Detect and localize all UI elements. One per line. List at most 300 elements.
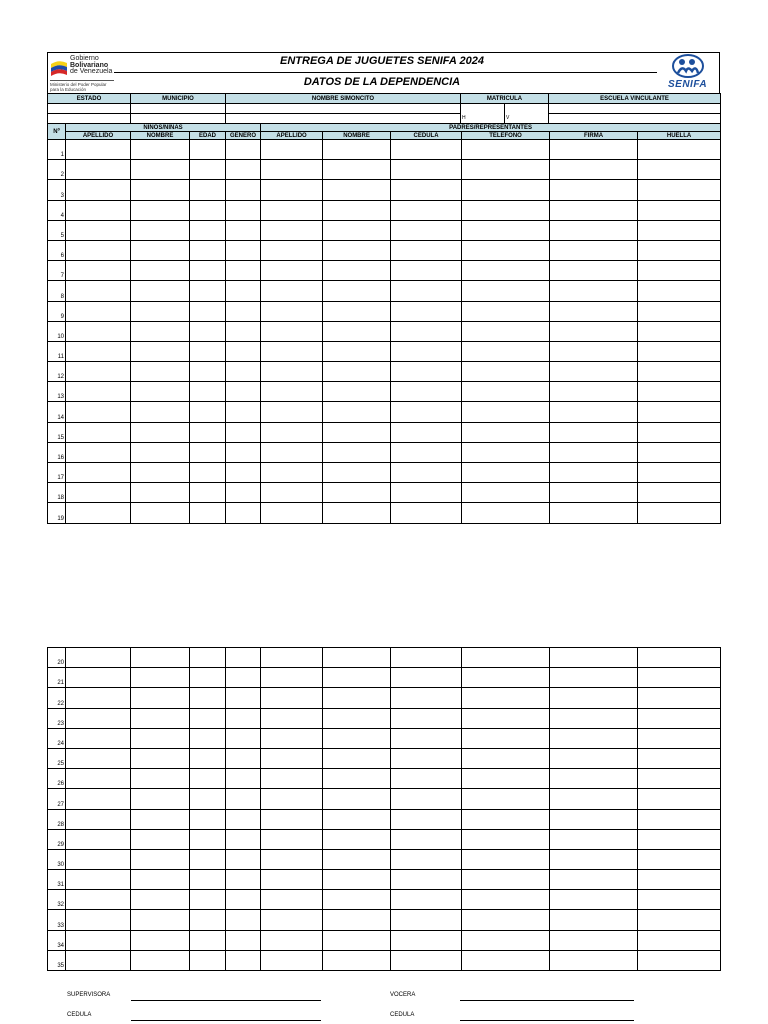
firma-cell[interactable] bbox=[550, 668, 638, 688]
telefono-cell[interactable] bbox=[462, 910, 550, 930]
telefono-cell[interactable] bbox=[462, 442, 550, 462]
edad-cell[interactable] bbox=[190, 688, 226, 708]
firma-cell[interactable] bbox=[550, 748, 638, 768]
edad-cell[interactable] bbox=[190, 728, 226, 748]
apellido-nino-cell[interactable] bbox=[66, 950, 131, 970]
cedula-cell[interactable] bbox=[391, 769, 462, 789]
huella-cell[interactable] bbox=[638, 648, 721, 668]
telefono-cell[interactable] bbox=[462, 362, 550, 382]
firma-cell[interactable] bbox=[550, 362, 638, 382]
nombre-padre-cell[interactable] bbox=[323, 362, 391, 382]
nombre-nino-cell[interactable] bbox=[131, 809, 190, 829]
genero-cell[interactable] bbox=[226, 321, 261, 341]
genero-cell[interactable] bbox=[226, 442, 261, 462]
huella-cell[interactable] bbox=[638, 281, 721, 301]
apellido-padre-cell[interactable] bbox=[261, 180, 323, 200]
nombre-nino-cell[interactable] bbox=[131, 442, 190, 462]
telefono-cell[interactable] bbox=[462, 200, 550, 220]
genero-cell[interactable] bbox=[226, 180, 261, 200]
apellido-nino-cell[interactable] bbox=[66, 220, 131, 240]
genero-cell[interactable] bbox=[226, 910, 261, 930]
apellido-nino-cell[interactable] bbox=[66, 281, 131, 301]
cedula-cell[interactable] bbox=[391, 648, 462, 668]
genero-cell[interactable] bbox=[226, 483, 261, 503]
firma-cell[interactable] bbox=[550, 442, 638, 462]
apellido-padre-cell[interactable] bbox=[261, 321, 323, 341]
cedula-cell[interactable] bbox=[391, 301, 462, 321]
nombre-nino-cell[interactable] bbox=[131, 829, 190, 849]
telefono-cell[interactable] bbox=[462, 382, 550, 402]
cedula-cell[interactable] bbox=[391, 422, 462, 442]
municipio-field-2[interactable] bbox=[131, 114, 226, 124]
cedula-cell[interactable] bbox=[391, 463, 462, 483]
telefono-cell[interactable] bbox=[462, 301, 550, 321]
cedula-cell[interactable] bbox=[391, 362, 462, 382]
nombre-padre-cell[interactable] bbox=[323, 261, 391, 281]
firma-cell[interactable] bbox=[550, 829, 638, 849]
apellido-nino-cell[interactable] bbox=[66, 200, 131, 220]
nombre-padre-cell[interactable] bbox=[323, 180, 391, 200]
nombre-nino-cell[interactable] bbox=[131, 688, 190, 708]
huella-cell[interactable] bbox=[638, 950, 721, 970]
huella-cell[interactable] bbox=[638, 160, 721, 180]
apellido-nino-cell[interactable] bbox=[66, 688, 131, 708]
huella-cell[interactable] bbox=[638, 220, 721, 240]
edad-cell[interactable] bbox=[190, 362, 226, 382]
escuela-vinculante-field[interactable] bbox=[549, 104, 721, 114]
apellido-padre-cell[interactable] bbox=[261, 463, 323, 483]
apellido-padre-cell[interactable] bbox=[261, 503, 323, 523]
nombre-padre-cell[interactable] bbox=[323, 648, 391, 668]
firma-cell[interactable] bbox=[550, 463, 638, 483]
nombre-padre-cell[interactable] bbox=[323, 910, 391, 930]
firma-cell[interactable] bbox=[550, 789, 638, 809]
cedula-cell[interactable] bbox=[391, 930, 462, 950]
nombre-nino-cell[interactable] bbox=[131, 930, 190, 950]
edad-cell[interactable] bbox=[190, 382, 226, 402]
cedula-cell[interactable] bbox=[391, 200, 462, 220]
telefono-cell[interactable] bbox=[462, 849, 550, 869]
cedula-cell[interactable] bbox=[391, 748, 462, 768]
nombre-nino-cell[interactable] bbox=[131, 870, 190, 890]
firma-cell[interactable] bbox=[550, 341, 638, 361]
cedula-cell[interactable] bbox=[391, 890, 462, 910]
apellido-nino-cell[interactable] bbox=[66, 849, 131, 869]
edad-cell[interactable] bbox=[190, 748, 226, 768]
nombre-padre-cell[interactable] bbox=[323, 930, 391, 950]
telefono-cell[interactable] bbox=[462, 503, 550, 523]
edad-cell[interactable] bbox=[190, 809, 226, 829]
huella-cell[interactable] bbox=[638, 341, 721, 361]
edad-cell[interactable] bbox=[190, 870, 226, 890]
apellido-padre-cell[interactable] bbox=[261, 748, 323, 768]
huella-cell[interactable] bbox=[638, 930, 721, 950]
apellido-nino-cell[interactable] bbox=[66, 668, 131, 688]
cedula-cell[interactable] bbox=[391, 503, 462, 523]
firma-cell[interactable] bbox=[550, 910, 638, 930]
apellido-padre-cell[interactable] bbox=[261, 402, 323, 422]
telefono-cell[interactable] bbox=[462, 829, 550, 849]
cedula-cell[interactable] bbox=[391, 870, 462, 890]
nombre-padre-cell[interactable] bbox=[323, 829, 391, 849]
telefono-cell[interactable] bbox=[462, 321, 550, 341]
cedula-cell[interactable] bbox=[391, 240, 462, 260]
apellido-padre-cell[interactable] bbox=[261, 809, 323, 829]
nombre-padre-cell[interactable] bbox=[323, 789, 391, 809]
apellido-padre-cell[interactable] bbox=[261, 160, 323, 180]
nombre-padre-cell[interactable] bbox=[323, 200, 391, 220]
cedula-cell[interactable] bbox=[391, 341, 462, 361]
cedula-cell[interactable] bbox=[391, 688, 462, 708]
edad-cell[interactable] bbox=[190, 442, 226, 462]
genero-cell[interactable] bbox=[226, 220, 261, 240]
genero-cell[interactable] bbox=[226, 870, 261, 890]
apellido-padre-cell[interactable] bbox=[261, 870, 323, 890]
cedula-cell[interactable] bbox=[391, 668, 462, 688]
huella-cell[interactable] bbox=[638, 748, 721, 768]
apellido-padre-cell[interactable] bbox=[261, 890, 323, 910]
firma-cell[interactable] bbox=[550, 648, 638, 668]
genero-cell[interactable] bbox=[226, 688, 261, 708]
nombre-padre-cell[interactable] bbox=[323, 890, 391, 910]
huella-cell[interactable] bbox=[638, 200, 721, 220]
nombre-nino-cell[interactable] bbox=[131, 728, 190, 748]
huella-cell[interactable] bbox=[638, 321, 721, 341]
huella-cell[interactable] bbox=[638, 688, 721, 708]
apellido-nino-cell[interactable] bbox=[66, 160, 131, 180]
apellido-nino-cell[interactable] bbox=[66, 748, 131, 768]
telefono-cell[interactable] bbox=[462, 930, 550, 950]
firma-cell[interactable] bbox=[550, 769, 638, 789]
cedula-left-line[interactable] bbox=[131, 1020, 321, 1021]
genero-cell[interactable] bbox=[226, 748, 261, 768]
nombre-nino-cell[interactable] bbox=[131, 240, 190, 260]
edad-cell[interactable] bbox=[190, 668, 226, 688]
huella-cell[interactable] bbox=[638, 728, 721, 748]
apellido-nino-cell[interactable] bbox=[66, 870, 131, 890]
edad-cell[interactable] bbox=[190, 789, 226, 809]
nombre-padre-cell[interactable] bbox=[323, 503, 391, 523]
nombre-nino-cell[interactable] bbox=[131, 160, 190, 180]
cedula-cell[interactable] bbox=[391, 910, 462, 930]
telefono-cell[interactable] bbox=[462, 708, 550, 728]
genero-cell[interactable] bbox=[226, 728, 261, 748]
apellido-padre-cell[interactable] bbox=[261, 930, 323, 950]
apellido-nino-cell[interactable] bbox=[66, 362, 131, 382]
edad-cell[interactable] bbox=[190, 849, 226, 869]
municipio-field[interactable] bbox=[131, 104, 226, 114]
apellido-nino-cell[interactable] bbox=[66, 402, 131, 422]
apellido-nino-cell[interactable] bbox=[66, 483, 131, 503]
apellido-padre-cell[interactable] bbox=[261, 483, 323, 503]
edad-cell[interactable] bbox=[190, 220, 226, 240]
huella-cell[interactable] bbox=[638, 483, 721, 503]
apellido-padre-cell[interactable] bbox=[261, 910, 323, 930]
huella-cell[interactable] bbox=[638, 809, 721, 829]
cedula-cell[interactable] bbox=[391, 281, 462, 301]
firma-cell[interactable] bbox=[550, 240, 638, 260]
nombre-nino-cell[interactable] bbox=[131, 668, 190, 688]
genero-cell[interactable] bbox=[226, 503, 261, 523]
huella-cell[interactable] bbox=[638, 829, 721, 849]
firma-cell[interactable] bbox=[550, 890, 638, 910]
firma-cell[interactable] bbox=[550, 140, 638, 160]
telefono-cell[interactable] bbox=[462, 688, 550, 708]
matricula-v-field[interactable]: V bbox=[505, 114, 549, 124]
nombre-padre-cell[interactable] bbox=[323, 870, 391, 890]
apellido-padre-cell[interactable] bbox=[261, 341, 323, 361]
nombre-padre-cell[interactable] bbox=[323, 301, 391, 321]
huella-cell[interactable] bbox=[638, 849, 721, 869]
nombre-padre-cell[interactable] bbox=[323, 849, 391, 869]
nombre-nino-cell[interactable] bbox=[131, 301, 190, 321]
genero-cell[interactable] bbox=[226, 200, 261, 220]
huella-cell[interactable] bbox=[638, 261, 721, 281]
estado-field[interactable] bbox=[48, 104, 131, 114]
genero-cell[interactable] bbox=[226, 648, 261, 668]
edad-cell[interactable] bbox=[190, 200, 226, 220]
nombre-padre-cell[interactable] bbox=[323, 321, 391, 341]
nombre-padre-cell[interactable] bbox=[323, 728, 391, 748]
cedula-cell[interactable] bbox=[391, 950, 462, 970]
edad-cell[interactable] bbox=[190, 769, 226, 789]
firma-cell[interactable] bbox=[550, 728, 638, 748]
nombre-padre-cell[interactable] bbox=[323, 950, 391, 970]
edad-cell[interactable] bbox=[190, 140, 226, 160]
nombre-padre-cell[interactable] bbox=[323, 240, 391, 260]
edad-cell[interactable] bbox=[190, 930, 226, 950]
edad-cell[interactable] bbox=[190, 829, 226, 849]
telefono-cell[interactable] bbox=[462, 402, 550, 422]
telefono-cell[interactable] bbox=[462, 160, 550, 180]
nombre-nino-cell[interactable] bbox=[131, 648, 190, 668]
telefono-cell[interactable] bbox=[462, 648, 550, 668]
nombre-nino-cell[interactable] bbox=[131, 402, 190, 422]
firma-cell[interactable] bbox=[550, 402, 638, 422]
nombre-padre-cell[interactable] bbox=[323, 220, 391, 240]
cedula-cell[interactable] bbox=[391, 708, 462, 728]
nombre-nino-cell[interactable] bbox=[131, 382, 190, 402]
apellido-nino-cell[interactable] bbox=[66, 789, 131, 809]
genero-cell[interactable] bbox=[226, 668, 261, 688]
nombre-nino-cell[interactable] bbox=[131, 180, 190, 200]
nombre-nino-cell[interactable] bbox=[131, 483, 190, 503]
nombre-nino-cell[interactable] bbox=[131, 261, 190, 281]
firma-cell[interactable] bbox=[550, 301, 638, 321]
edad-cell[interactable] bbox=[190, 301, 226, 321]
nombre-padre-cell[interactable] bbox=[323, 688, 391, 708]
huella-cell[interactable] bbox=[638, 503, 721, 523]
genero-cell[interactable] bbox=[226, 769, 261, 789]
nombre-nino-cell[interactable] bbox=[131, 341, 190, 361]
apellido-nino-cell[interactable] bbox=[66, 890, 131, 910]
firma-cell[interactable] bbox=[550, 321, 638, 341]
genero-cell[interactable] bbox=[226, 708, 261, 728]
edad-cell[interactable] bbox=[190, 341, 226, 361]
cedula-cell[interactable] bbox=[391, 402, 462, 422]
nombre-nino-cell[interactable] bbox=[131, 708, 190, 728]
edad-cell[interactable] bbox=[190, 402, 226, 422]
apellido-padre-cell[interactable] bbox=[261, 950, 323, 970]
apellido-nino-cell[interactable] bbox=[66, 930, 131, 950]
apellido-padre-cell[interactable] bbox=[261, 220, 323, 240]
apellido-nino-cell[interactable] bbox=[66, 422, 131, 442]
cedula-cell[interactable] bbox=[391, 483, 462, 503]
firma-cell[interactable] bbox=[550, 200, 638, 220]
genero-cell[interactable] bbox=[226, 789, 261, 809]
telefono-cell[interactable] bbox=[462, 220, 550, 240]
edad-cell[interactable] bbox=[190, 648, 226, 668]
apellido-nino-cell[interactable] bbox=[66, 708, 131, 728]
genero-cell[interactable] bbox=[226, 362, 261, 382]
firma-cell[interactable] bbox=[550, 688, 638, 708]
nombre-nino-cell[interactable] bbox=[131, 281, 190, 301]
nombre-nino-cell[interactable] bbox=[131, 769, 190, 789]
apellido-nino-cell[interactable] bbox=[66, 301, 131, 321]
nombre-nino-cell[interactable] bbox=[131, 200, 190, 220]
escuela-vinculante-field-2[interactable] bbox=[549, 114, 721, 124]
edad-cell[interactable] bbox=[190, 422, 226, 442]
genero-cell[interactable] bbox=[226, 382, 261, 402]
nombre-nino-cell[interactable] bbox=[131, 321, 190, 341]
nombre-nino-cell[interactable] bbox=[131, 849, 190, 869]
huella-cell[interactable] bbox=[638, 789, 721, 809]
firma-cell[interactable] bbox=[550, 809, 638, 829]
firma-cell[interactable] bbox=[550, 930, 638, 950]
genero-cell[interactable] bbox=[226, 422, 261, 442]
cedula-cell[interactable] bbox=[391, 809, 462, 829]
huella-cell[interactable] bbox=[638, 708, 721, 728]
nombre-nino-cell[interactable] bbox=[131, 140, 190, 160]
firma-cell[interactable] bbox=[550, 220, 638, 240]
edad-cell[interactable] bbox=[190, 950, 226, 970]
firma-cell[interactable] bbox=[550, 180, 638, 200]
cedula-cell[interactable] bbox=[391, 789, 462, 809]
telefono-cell[interactable] bbox=[462, 769, 550, 789]
apellido-nino-cell[interactable] bbox=[66, 240, 131, 260]
apellido-padre-cell[interactable] bbox=[261, 240, 323, 260]
nombre-padre-cell[interactable] bbox=[323, 483, 391, 503]
firma-cell[interactable] bbox=[550, 849, 638, 869]
apellido-padre-cell[interactable] bbox=[261, 668, 323, 688]
telefono-cell[interactable] bbox=[462, 180, 550, 200]
nombre-nino-cell[interactable] bbox=[131, 422, 190, 442]
apellido-nino-cell[interactable] bbox=[66, 180, 131, 200]
apellido-nino-cell[interactable] bbox=[66, 261, 131, 281]
apellido-padre-cell[interactable] bbox=[261, 281, 323, 301]
nombre-nino-cell[interactable] bbox=[131, 463, 190, 483]
telefono-cell[interactable] bbox=[462, 809, 550, 829]
matricula-h-field[interactable]: H bbox=[461, 114, 505, 124]
apellido-nino-cell[interactable] bbox=[66, 910, 131, 930]
telefono-cell[interactable] bbox=[462, 240, 550, 260]
telefono-cell[interactable] bbox=[462, 341, 550, 361]
apellido-nino-cell[interactable] bbox=[66, 809, 131, 829]
nombre-nino-cell[interactable] bbox=[131, 910, 190, 930]
cedula-cell[interactable] bbox=[391, 140, 462, 160]
genero-cell[interactable] bbox=[226, 281, 261, 301]
genero-cell[interactable] bbox=[226, 160, 261, 180]
firma-cell[interactable] bbox=[550, 950, 638, 970]
huella-cell[interactable] bbox=[638, 402, 721, 422]
firma-cell[interactable] bbox=[550, 261, 638, 281]
cedula-cell[interactable] bbox=[391, 829, 462, 849]
huella-cell[interactable] bbox=[638, 870, 721, 890]
huella-cell[interactable] bbox=[638, 442, 721, 462]
firma-cell[interactable] bbox=[550, 870, 638, 890]
telefono-cell[interactable] bbox=[462, 422, 550, 442]
firma-cell[interactable] bbox=[550, 160, 638, 180]
cedula-cell[interactable] bbox=[391, 180, 462, 200]
genero-cell[interactable] bbox=[226, 809, 261, 829]
apellido-padre-cell[interactable] bbox=[261, 728, 323, 748]
telefono-cell[interactable] bbox=[462, 890, 550, 910]
nombre-padre-cell[interactable] bbox=[323, 708, 391, 728]
apellido-nino-cell[interactable] bbox=[66, 728, 131, 748]
apellido-nino-cell[interactable] bbox=[66, 442, 131, 462]
genero-cell[interactable] bbox=[226, 402, 261, 422]
apellido-padre-cell[interactable] bbox=[261, 140, 323, 160]
edad-cell[interactable] bbox=[190, 890, 226, 910]
nombre-simoncito-field-2[interactable] bbox=[226, 114, 461, 124]
edad-cell[interactable] bbox=[190, 708, 226, 728]
cedula-cell[interactable] bbox=[391, 160, 462, 180]
firma-cell[interactable] bbox=[550, 708, 638, 728]
huella-cell[interactable] bbox=[638, 463, 721, 483]
telefono-cell[interactable] bbox=[462, 261, 550, 281]
apellido-nino-cell[interactable] bbox=[66, 321, 131, 341]
firma-cell[interactable] bbox=[550, 382, 638, 402]
apellido-nino-cell[interactable] bbox=[66, 648, 131, 668]
nombre-nino-cell[interactable] bbox=[131, 890, 190, 910]
apellido-nino-cell[interactable] bbox=[66, 769, 131, 789]
nombre-nino-cell[interactable] bbox=[131, 950, 190, 970]
edad-cell[interactable] bbox=[190, 483, 226, 503]
firma-cell[interactable] bbox=[550, 503, 638, 523]
cedula-cell[interactable] bbox=[391, 261, 462, 281]
genero-cell[interactable] bbox=[226, 240, 261, 260]
telefono-cell[interactable] bbox=[462, 728, 550, 748]
nombre-padre-cell[interactable] bbox=[323, 382, 391, 402]
edad-cell[interactable] bbox=[190, 321, 226, 341]
apellido-padre-cell[interactable] bbox=[261, 382, 323, 402]
nombre-padre-cell[interactable] bbox=[323, 140, 391, 160]
nombre-nino-cell[interactable] bbox=[131, 362, 190, 382]
huella-cell[interactable] bbox=[638, 910, 721, 930]
telefono-cell[interactable] bbox=[462, 950, 550, 970]
genero-cell[interactable] bbox=[226, 829, 261, 849]
nombre-padre-cell[interactable] bbox=[323, 769, 391, 789]
nombre-nino-cell[interactable] bbox=[131, 220, 190, 240]
nombre-simoncito-field[interactable] bbox=[226, 104, 461, 114]
huella-cell[interactable] bbox=[638, 180, 721, 200]
apellido-nino-cell[interactable] bbox=[66, 140, 131, 160]
telefono-cell[interactable] bbox=[462, 463, 550, 483]
nombre-padre-cell[interactable] bbox=[323, 748, 391, 768]
nombre-padre-cell[interactable] bbox=[323, 160, 391, 180]
supervisora-line[interactable] bbox=[131, 1000, 321, 1001]
nombre-padre-cell[interactable] bbox=[323, 463, 391, 483]
nombre-padre-cell[interactable] bbox=[323, 281, 391, 301]
nombre-nino-cell[interactable] bbox=[131, 748, 190, 768]
edad-cell[interactable] bbox=[190, 160, 226, 180]
apellido-padre-cell[interactable] bbox=[261, 769, 323, 789]
edad-cell[interactable] bbox=[190, 503, 226, 523]
firma-cell[interactable] bbox=[550, 281, 638, 301]
cedula-right-line[interactable] bbox=[460, 1020, 634, 1021]
telefono-cell[interactable] bbox=[462, 789, 550, 809]
edad-cell[interactable] bbox=[190, 910, 226, 930]
